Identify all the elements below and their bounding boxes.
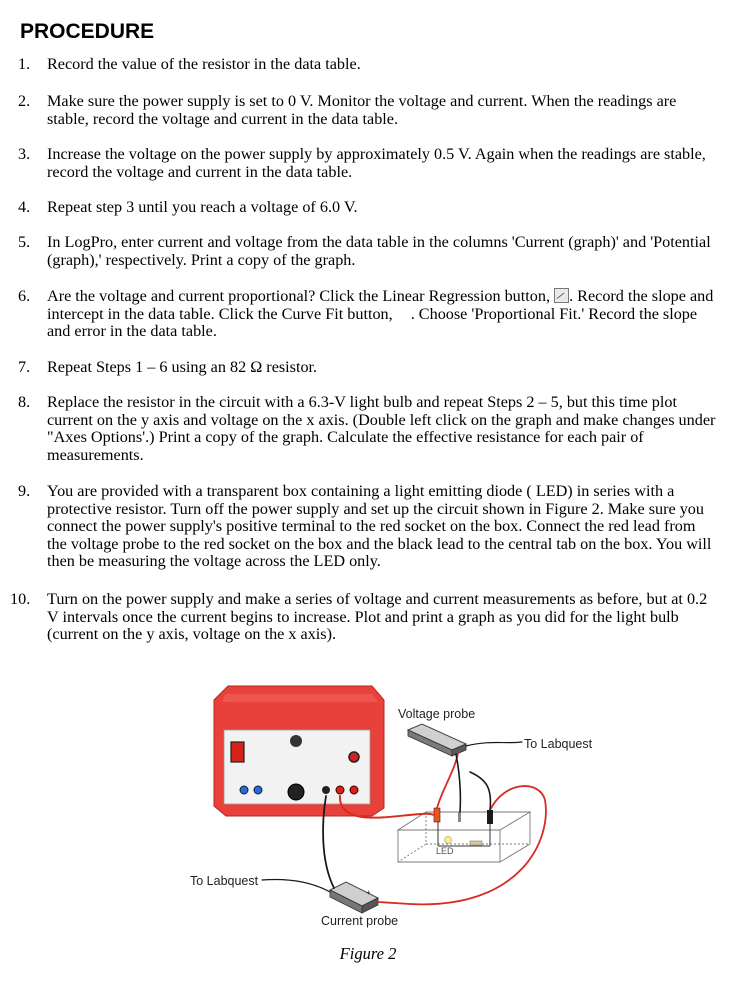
voltage-probe-cable [466,742,522,746]
step-6-part-b: . Record the slope and intercept in the data table. Click the Curve Fit button, [47,287,714,323]
indicator-light [349,752,359,762]
step-number: 9. [18,482,31,500]
red-terminal [336,786,344,794]
voltage-meter-knob [290,735,302,747]
step-text: In LogPro, enter current and voltage from the data table in the columns 'Current (graph)' and 'Potential (graph),' respectively. Print a copy of the graph. [47,233,711,269]
power-supply [214,686,384,816]
central-tab [458,812,461,822]
step-number: 2. [18,92,31,110]
black-terminal [322,786,330,794]
power-switch [231,742,244,762]
current-probe [330,882,378,913]
step-number: 3. [18,145,31,163]
led-component [445,837,452,844]
step-text: Record the value of the resistor in the data table. [47,55,361,73]
black-socket [487,810,493,824]
step-text: Make sure the power supply is set to 0 V. Monitor the voltage and current. When the readings are stable, record the voltage and current in the data table. [47,92,677,128]
red-terminal [350,786,358,794]
protective-resistor [470,841,482,845]
voltage-probe-label: Voltage probe [398,707,476,721]
step-text: Repeat step 3 until you reach a voltage of 6.0 V. [47,198,358,216]
step-text: You are provided with a transparent box containing a light emitting diode ( LED) in series with a protective resistor. Turn off the power supply and set up the circuit shown in Figure 2. Make sure you connect the power supply's positive terminal to the red socket on the box. Connect the red lead from the voltage probe to the red socket on the box and the black lead to the central tab on the box. You will then be measuring the voltage across the LED only. [47,482,712,570]
step-6-part-c: . Choose 'Proportional Fit.' Record the slope and error in the data table. [47,304,698,340]
box-black-lead [470,772,490,810]
step-number: 5. [18,233,31,251]
box-to-current-probe-red-lead [378,786,546,904]
current-probe-cable [262,880,330,893]
voltage-red-lead [437,753,458,808]
led-circuit [434,808,493,846]
step-text: Repeat Steps 1 – 6 using an 82 Ω resistor. [47,358,318,376]
step-text: Increase the voltage on the power supply by approximately 0.5 V. Again when the readings are stable, record the voltage and current in the data table. [47,145,706,181]
step-number: 7. [18,358,31,376]
figure-caption: Figure 2 [339,944,397,963]
led-label: LED [436,846,454,856]
step-number: 6. [18,287,31,305]
step-text: Turn on the power supply and make a series of voltage and current measurements as before, but at 0.2 V intervals once the current begins to increase. Plot and print a graph as you did for the light bulb (current on the y axis, voltage on the x axis). [47,590,708,643]
step-number: 10. [10,590,31,608]
blue-terminal [254,786,262,794]
led-box [398,812,530,862]
to-labquest-top-label: To Labquest [524,737,593,751]
step-number: 4. [18,198,31,216]
voltage-control-knob [288,784,304,800]
step-6-part-a: Are the voltage and current proportional? Click the Linear Regression button, [47,287,551,305]
procedure-heading: PROCEDURE [20,20,155,43]
blue-terminal [240,786,248,794]
current-probe-label: Current probe [321,914,399,928]
svg-text:+: + [366,888,371,897]
step-number: 1. [18,55,31,73]
step-number: 8. [18,393,31,411]
voltage-black-lead [456,754,460,812]
to-labquest-left-label: To Labquest [190,874,259,888]
voltage-probe [408,724,466,756]
step-text: Replace the resistor in the circuit with a 6.3-V light bulb and repeat Steps 2 – 5, but this time plot current on the y axis and voltage on the x axis. (Double left click on the graph and make changes under "Axes Options'.) Print a copy of the graph. Calculate the effective resistance for each pair of measurements. [47,393,716,464]
